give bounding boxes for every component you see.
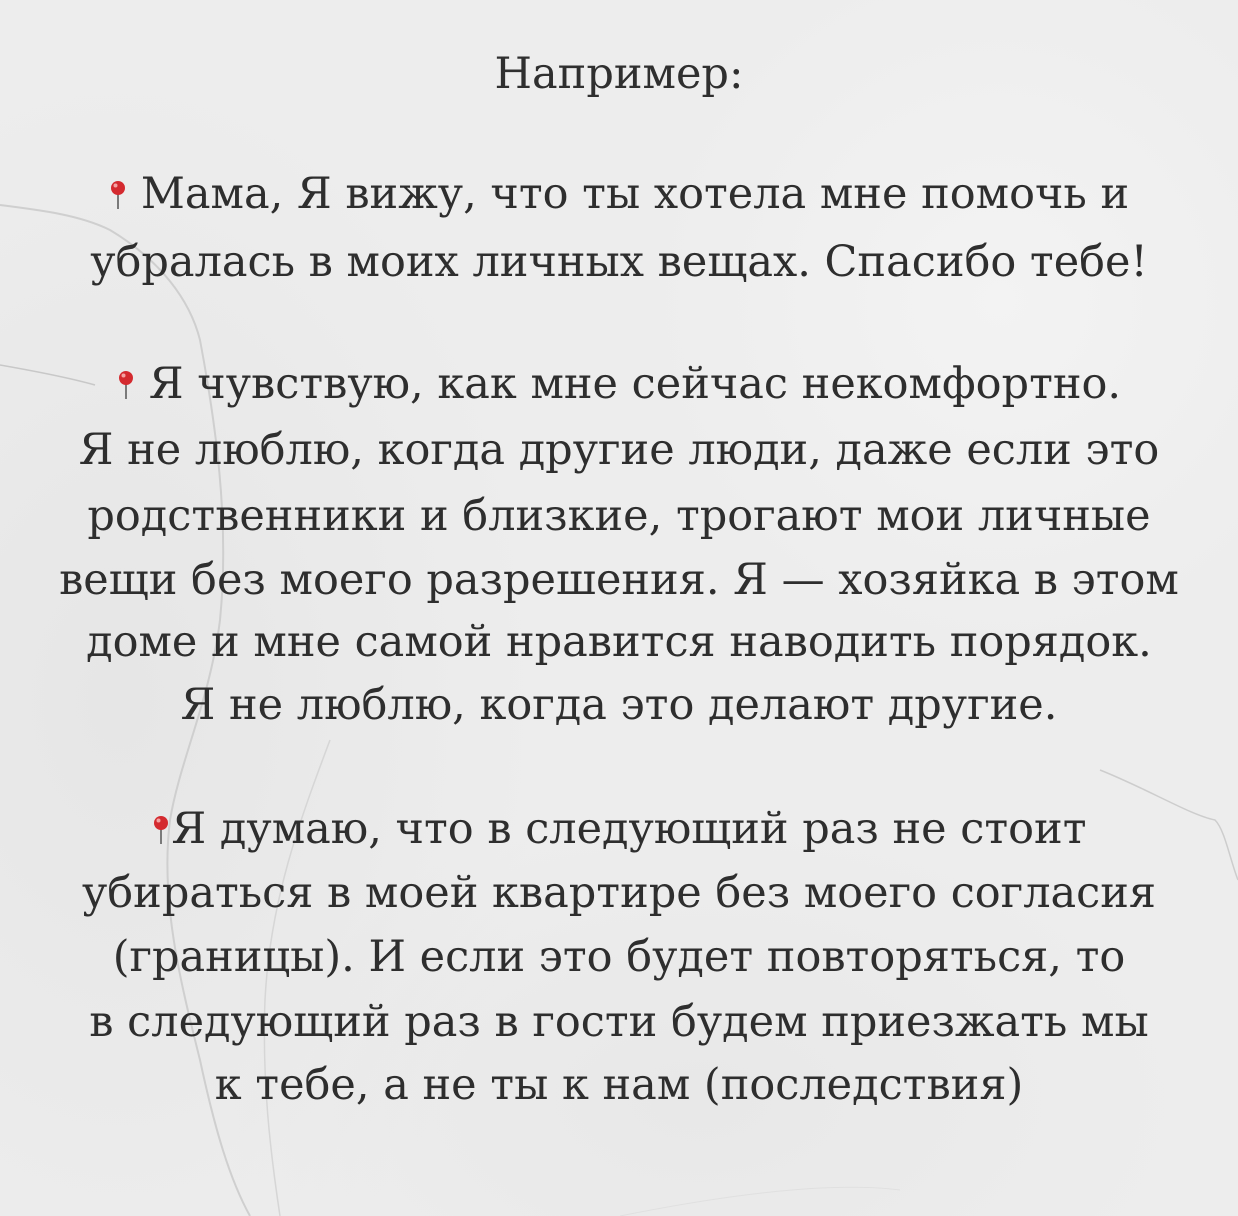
paragraph-2-line-4: вещи без моего разрешения. Я — хозяйка в этом xyxy=(59,555,1179,605)
pushpin-icon xyxy=(117,370,135,400)
paragraph-2-line-1 xyxy=(0,352,1238,416)
paragraph-3-line-2: убираться в моей квартире без моего согласия xyxy=(81,868,1157,918)
paragraph-1-line-1 xyxy=(0,162,1238,226)
paragraph-text: Мама, Я вижу, что ты хотела мне помочь и xyxy=(140,169,1130,219)
paragraph-2-line-6: Я не люблю, когда это делают другие. xyxy=(180,680,1058,730)
paragraph-text: Я чувствую, как мне сейчас некомфортно. xyxy=(148,359,1122,409)
pushpin-icon xyxy=(109,180,127,210)
paragraph-1-line-2: убралась в моих личных вещах. Спасибо тебе! xyxy=(90,237,1148,287)
pushpin-icon xyxy=(152,815,170,845)
paragraph-2-line-2: Я не люблю, когда другие люди, даже если это xyxy=(78,425,1160,475)
paragraph-2-line-3: родственники и близкие, трогают мои личные xyxy=(87,491,1151,541)
heading: Например: xyxy=(494,49,744,99)
paragraph-3-line-1 xyxy=(0,797,1238,861)
paragraph-text: Я думаю, что в следующий раз не стоит xyxy=(171,804,1087,854)
paragraph-3-line-5: к тебе, а не ты к нам (последствия) xyxy=(214,1060,1024,1110)
paragraph-2-line-5: доме и мне самой нравится наводить порядок. xyxy=(86,617,1152,667)
paragraph-3-line-3: (границы). И если это будет повторяться, то xyxy=(112,932,1126,982)
paragraph-3-line-4: в следующий раз в гости будем приезжать мы xyxy=(89,997,1149,1047)
